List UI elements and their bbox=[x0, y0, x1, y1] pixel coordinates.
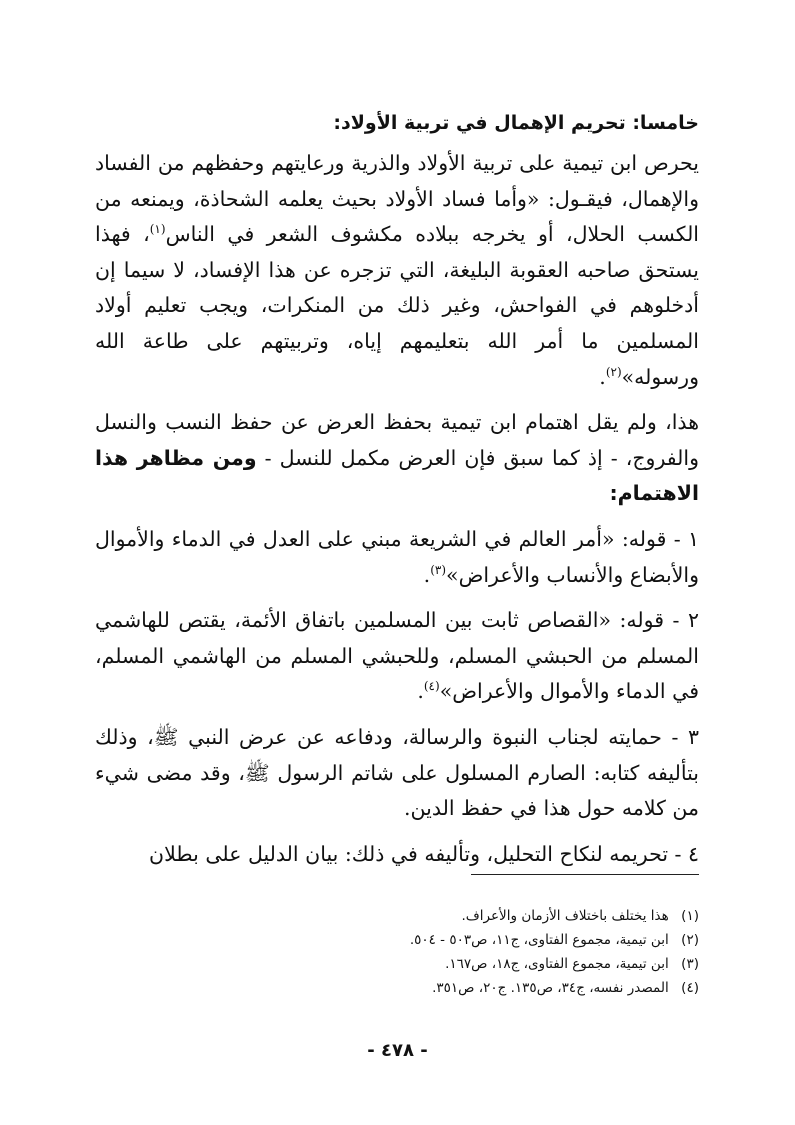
paragraph-item-1 bbox=[95, 522, 699, 593]
footnote-number: (٣) bbox=[681, 956, 699, 972]
paragraph-bold-text: ومن مظاهر هذا الاهتمام: bbox=[95, 445, 699, 506]
paragraph-upbringing bbox=[95, 146, 699, 395]
paragraph-text: ١ - قوله: «أمر العالم في الشريعة مبني على العدل في الدماء والأموال والأبضاع والأنساب والأعراض» bbox=[95, 526, 699, 587]
footnote-number: (٢) bbox=[681, 932, 699, 948]
footnote-text: هذا يختلف باختلاف الأزمان والأعراف. bbox=[461, 908, 669, 924]
footnote-separator bbox=[471, 874, 699, 875]
footnote-3 bbox=[95, 952, 699, 976]
paragraph-honor bbox=[95, 405, 699, 512]
paragraph-item-4 bbox=[95, 837, 699, 873]
paragraph-item-2 bbox=[95, 603, 699, 710]
footnote-number: (١) bbox=[681, 908, 699, 924]
paragraph-text: هذا، ولم يقل اهتمام ابن تيمية بحفظ العرض عن حفظ النسب والنسل والفروج، - إذ كما سبق فإن العرض مكمل للنسل - bbox=[95, 410, 699, 470]
paragraph-text: . bbox=[423, 562, 431, 587]
paragraph-text: ٤ - تحريمه لنكاح التحليل، وتأليفه في ذلك: بيان الدليل على بطلان bbox=[149, 841, 699, 866]
paragraph-text: ٣ - حمايته لجناب النبوة والرسالة، ودفاعه عن عرض النبي ﷺ، وذلك بتأليفه كتابه: الصارم المسلول على شاتم الرسول ﷺ، وقد مضى شيء من كلامه حول هذا في حفظ الدين. bbox=[95, 724, 699, 821]
section-heading: خامسا: تحريم الإهمال في تربية الأولاد: bbox=[333, 112, 699, 134]
footnote-1 bbox=[95, 904, 699, 928]
footnote-text: المصدر نفسه، ج٣٤، ص١٣٥. ج٢٠، ص٣٥١. bbox=[432, 980, 669, 996]
footnote-ref-2[interactable]: (٢) bbox=[605, 364, 622, 379]
paragraph-item-3 bbox=[95, 720, 699, 827]
footnote-text: ابن تيمية، مجموع الفتاوى، ج١٨، ص١٦٧. bbox=[445, 956, 669, 972]
footnote-number: (٤) bbox=[681, 980, 699, 996]
paragraph-text: ٢ - قوله: «القصاص ثابت بين المسلمين باتفاق الأئمة، يقتص للهاشمي المسلم من الحبشي المسلم، وللحبشي المسلم من الهاشمي المسلم، في الدماء والأموال والأعراض» bbox=[95, 608, 699, 704]
footnotes bbox=[95, 904, 699, 1000]
footnote-ref-1[interactable]: (١) bbox=[149, 222, 166, 237]
book-page bbox=[95, 108, 699, 1098]
footnote-ref-4[interactable]: (٤) bbox=[423, 679, 440, 694]
page-number: - ٤٧٨ - bbox=[367, 1040, 428, 1061]
paragraph-text: . bbox=[417, 679, 424, 704]
paragraph-text: يحرص ابن تيمية على تربية الأولاد والذرية ورعايتهم وحفظهم من الفساد والإهمال، فيقـول: «وأما فساد الأولاد بحيث يعلمه الشحاذة، ويمنعه من الكسب الحلال، أو يخرجه ببلاده مكشوف الشعر في الناس bbox=[95, 151, 700, 247]
paragraph-text: . bbox=[599, 364, 606, 389]
footnote-2 bbox=[95, 928, 699, 952]
paragraph-text: ، فهذا يستحق صاحبه العقوبة البليغة، التي تزجره عن هذا الإفساد، لا سيما إن أدخلوهم في الفواحش، وغير ذلك من المنكرات، ويجب تعليم أولاد المسلمين ما أمر الله بتعليمهم إياه، وتربيتهم على طاعة الله ورسوله» bbox=[95, 222, 699, 389]
footnote-text: ابن تيمية، مجموع الفتاوى، ج١١، ص٥٠٣ - ٥٠٤. bbox=[409, 932, 669, 948]
footnote-ref-3[interactable]: (٣) bbox=[430, 562, 447, 577]
footnote-4 bbox=[95, 976, 699, 1000]
